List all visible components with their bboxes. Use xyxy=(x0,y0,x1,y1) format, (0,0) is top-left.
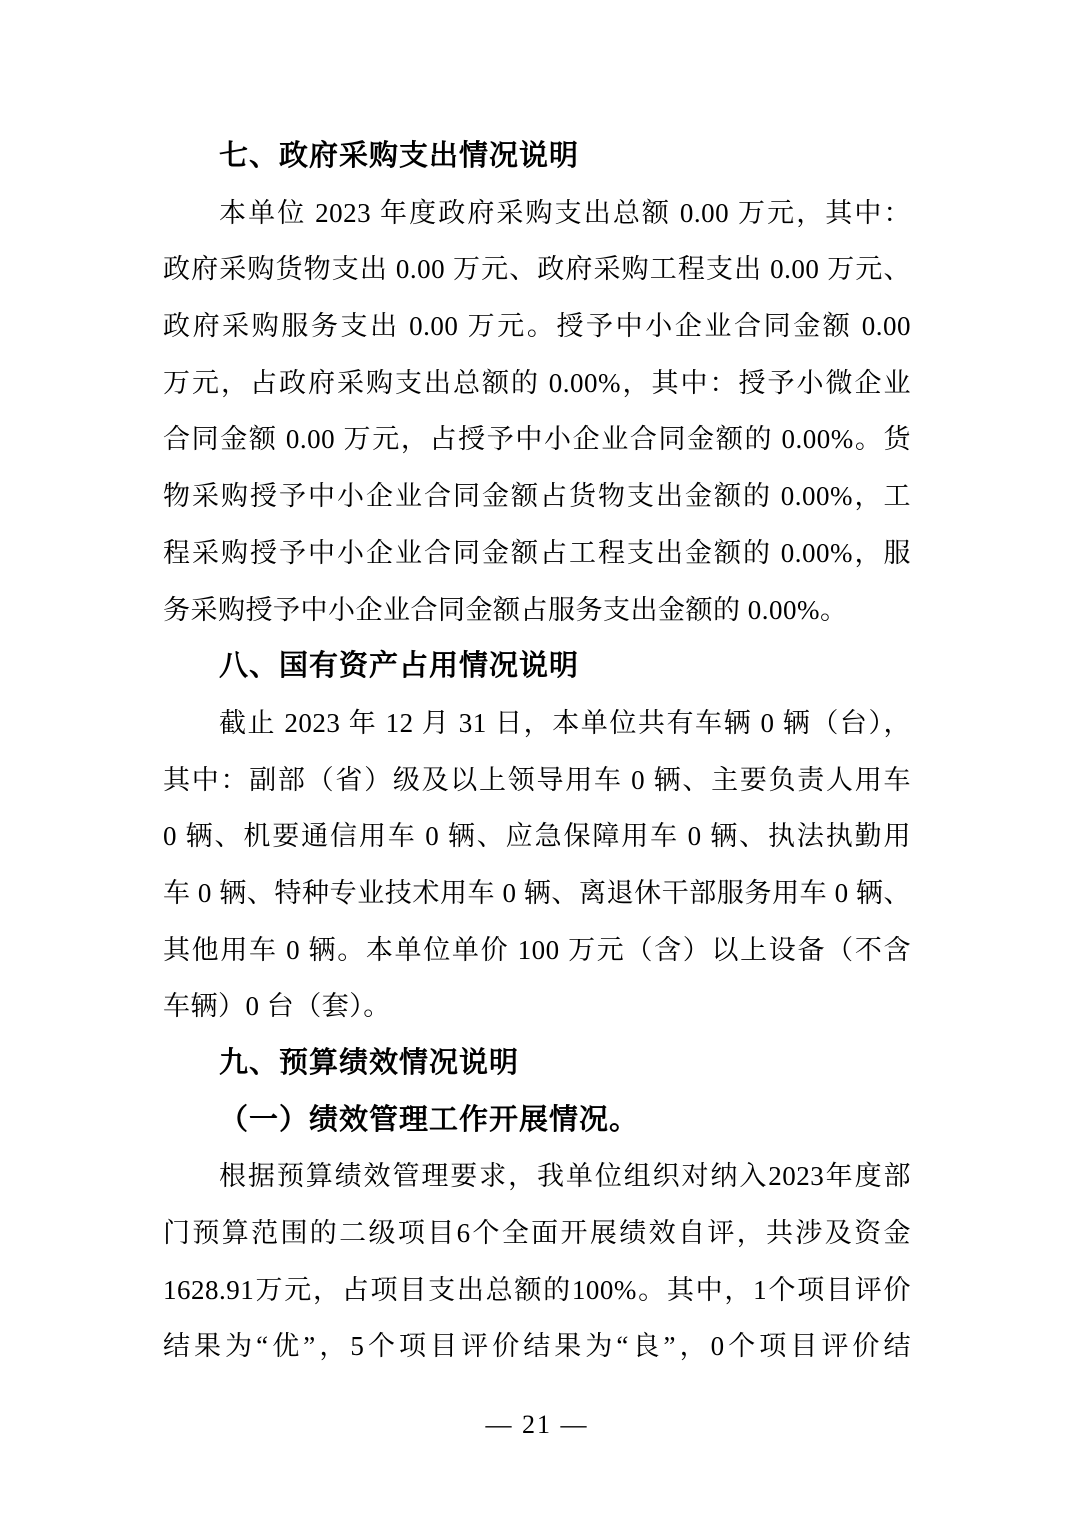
para-gov-procurement-line: 合同金额 0.00 万元，占授予中小企业合同金额的 0.00%。货 xyxy=(163,424,911,455)
para-performance-line: 门预算范围的二级项目6个全面开展绩效自评，共涉及资金 xyxy=(163,1218,911,1249)
para-state-assets-line: 截止 2023 年 12 月 31 日，本单位共有车辆 0 辆（台）， xyxy=(219,707,911,738)
para-state-assets-line: 其他用车 0 辆。本单位单价 100 万元（含）以上设备（不含 xyxy=(163,934,911,965)
para-gov-procurement-line: 程采购授予中小企业合同金额占工程支出金额的 0.00%，服 xyxy=(163,537,911,568)
para-state-assets-line: 车辆）0 台（套）。 xyxy=(163,991,391,1022)
document-body xyxy=(163,128,911,1375)
para-performance-line: 1628.91万元，占项目支出总额的100%。其中，1个项目评价 xyxy=(163,1274,911,1305)
para-gov-procurement-line: 物采购授予中小企业合同金额占货物支出金额的 0.00%，工 xyxy=(163,481,911,512)
para-gov-procurement-line: 政府采购服务支出 0.00 万元。授予中小企业合同金额 0.00 xyxy=(163,311,911,342)
para-state-assets-line: 其中：副部（省）级及以上领导用车 0 辆、主要负责人用车 xyxy=(163,764,911,795)
para-state-assets-line: 车 0 辆、特种专业技术用车 0 辆、离退休干部服务用车 0 辆、 xyxy=(163,877,911,908)
heading-gov-procurement-expenditure: 七、政府采购支出情况说明 xyxy=(219,140,580,172)
para-performance-line: 根据预算绩效管理要求，我单位组织对纳入2023年度部 xyxy=(219,1161,911,1192)
heading-state-assets-occupancy: 八、国有资产占用情况说明 xyxy=(219,650,580,683)
subheading-performance-management: （一）绩效管理工作开展情况。 xyxy=(219,1103,640,1136)
para-performance-line: 结果为“优”，5个项目评价结果为“良”，0个项目评价结 xyxy=(163,1331,911,1362)
para-gov-procurement-line: 万元，占政府采购支出总额的 0.00%，其中：授予小微企业 xyxy=(163,367,911,398)
para-gov-procurement-line: 政府采购货物支出 0.00 万元、政府采购工程支出 0.00 万元、 xyxy=(163,254,911,285)
para-state-assets-line: 0 辆、机要通信用车 0 辆、应急保障用车 0 辆、执法执勤用 xyxy=(163,821,911,852)
para-gov-procurement-line: 本单位 2023 年度政府采购支出总额 0.00 万元，其中： xyxy=(219,197,911,228)
page-number: — 21 — xyxy=(485,1410,589,1439)
heading-budget-performance: 九、预算绩效情况说明 xyxy=(219,1047,520,1079)
para-gov-procurement-line: 务采购授予中小企业合同金额占服务支出金额的 0.00%。 xyxy=(163,594,848,625)
